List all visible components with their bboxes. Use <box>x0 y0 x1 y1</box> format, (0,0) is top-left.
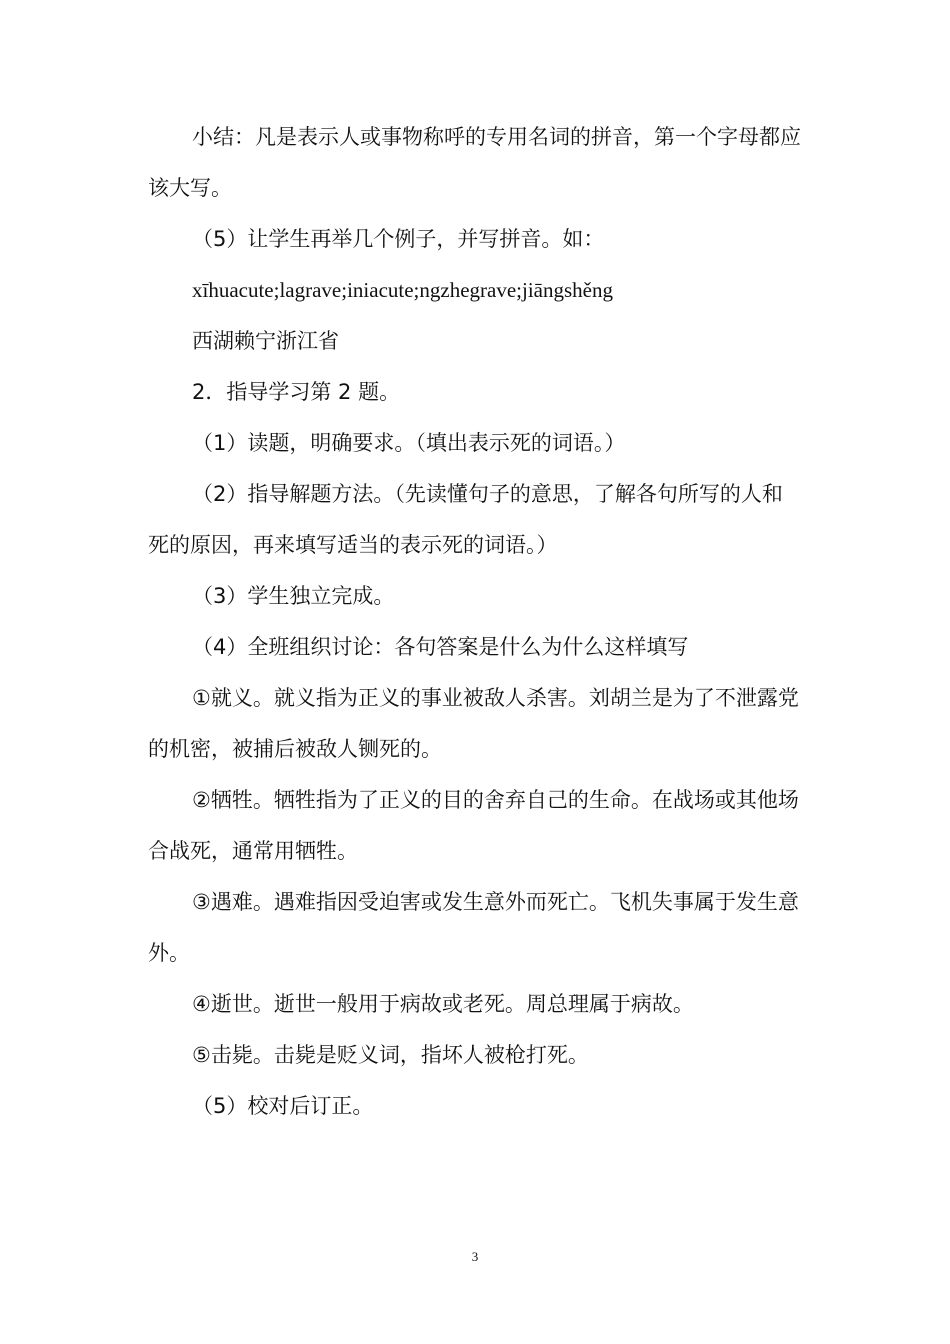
answer-4: ④逝世。逝世一般用于病故或老死。周总理属于病故。 <box>192 992 694 1016</box>
document-body <box>148 112 802 1132</box>
step-1-read: （1）读题，明确要求。（填出表示死的词语。） <box>192 431 626 455</box>
step-4-discussion: （4）全班组织讨论：各句答案是什么为什么这样填写 <box>192 635 689 659</box>
step-5-examples: （5）让学生再举几个例子，并写拼音。如： <box>192 227 605 251</box>
chinese-example-line: 西湖赖宁浙江省 <box>192 329 339 353</box>
step-5-correct: （5）校对后订正。 <box>192 1094 374 1118</box>
page-number: 3 <box>471 1249 479 1264</box>
pinyin-example-line: xīhuacute;lagrave;iniacute;ngzhegrave;jiāngshěng <box>192 278 613 302</box>
answer-1: ①就义。就义指为正义的事业被敌人杀害。刘胡兰是为了不泄露党的机密，被捕后被敌人铡死的。 <box>148 686 799 761</box>
step-2-method: （2）指导解题方法。（先读懂句子的意思，了解各句所写的人和死的原因，再来填写适当的表示死的词语。） <box>148 482 783 557</box>
answer-3: ③遇难。遇难指因受迫害或发生意外而死亡。飞机失事属于发生意外。 <box>148 890 799 965</box>
summary-paragraph: 小结：凡是表示人或事物称呼的专用名词的拼音，第一个字母都应该大写。 <box>148 125 801 200</box>
step-3-complete: （3）学生独立完成。 <box>192 584 395 608</box>
answer-5: ⑤击毙。击毙是贬义词，指坏人被枪打死。 <box>192 1043 589 1067</box>
answer-2: ②牺牲。牺牲指为了正义的目的舍弃自己的生命。在战场或其他场合战死，通常用牺牲。 <box>148 788 799 863</box>
section-2-heading: 2．指导学习第 2 题。 <box>192 380 401 404</box>
